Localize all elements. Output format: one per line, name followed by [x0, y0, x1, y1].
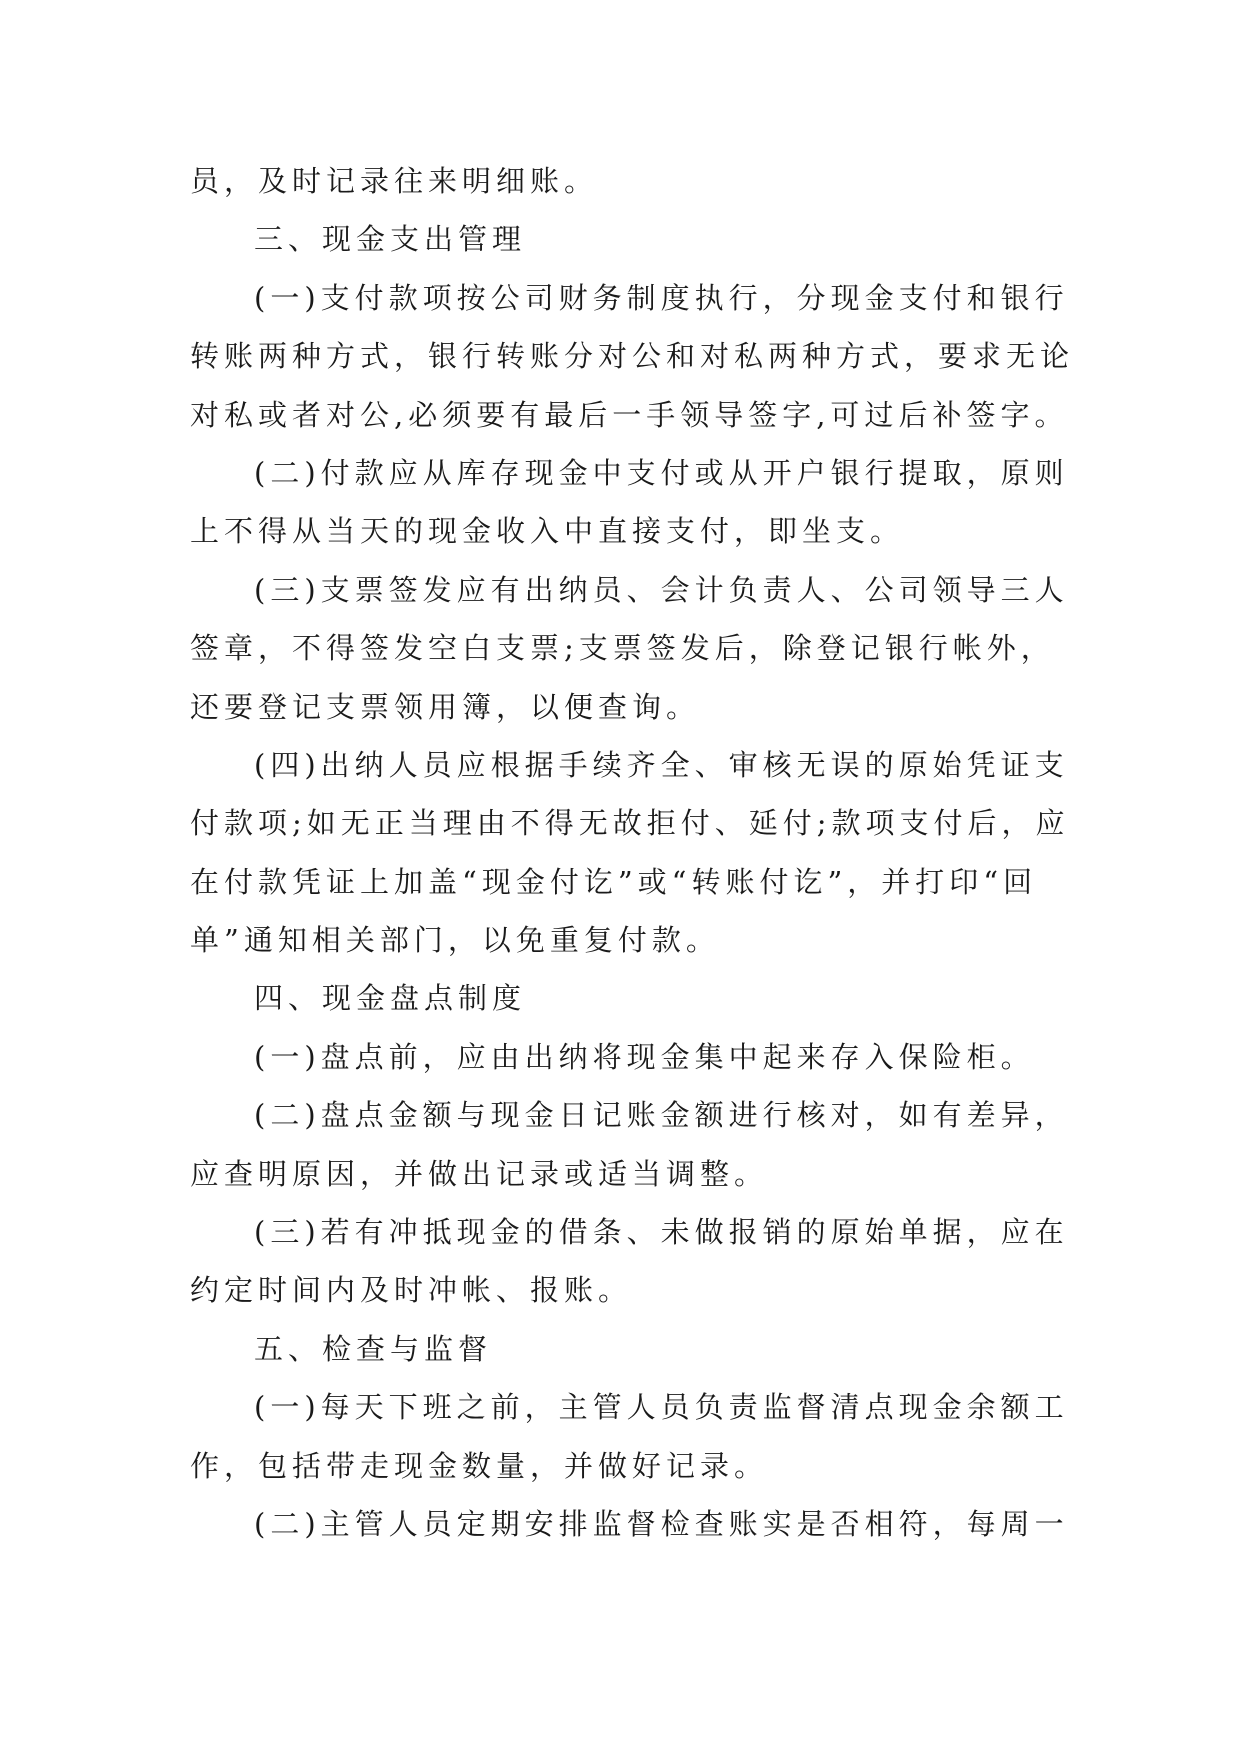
text-line: 上不得从当天的现金收入中直接支付，即坐支。 [190, 514, 905, 549]
paragraph-start-line: (四)出纳人员应根据手续齐全、审核无误的原始凭证支 [254, 747, 1069, 782]
paragraph-start-line: (一)支付款项按公司财务制度执行，分现金支付和银行 [254, 280, 1069, 315]
section-heading: 五、检查与监督 [254, 1331, 493, 1366]
section-heading: 四、现金盘点制度 [254, 981, 527, 1016]
text-line: 作，包括带走现金数量，并做好记录。 [190, 1448, 769, 1483]
paragraph-start-line: (三)支票签发应有出纳员、会计负责人、公司领导三人 [254, 572, 1069, 607]
section-heading: 三、现金支出管理 [254, 222, 527, 257]
paragraph-start-line: (二)付款应从库存现金中支付或从开户银行提取，原则 [254, 455, 1069, 490]
paragraph-start-line: (二)盘点金额与现金日记账金额进行核对，如有差异， [254, 1098, 1069, 1133]
text-line: 单”通知相关部门，以免重复付款。 [190, 923, 720, 958]
text-line: 应查明原因，并做出记录或适当调整。 [190, 1156, 769, 1191]
text-line: 签章，不得签发空白支票;支票签发后，除登记银行帐外， [190, 631, 1055, 666]
paragraph-start-line: (一)盘点前，应由出纳将现金集中起来存入保险柜。 [254, 1039, 1035, 1074]
text-line: 员，及时记录往来明细账。 [190, 164, 599, 198]
text-line: 付款项;如无正当理由不得无故拒付、延付;款项支付后，应 [190, 806, 1070, 841]
paragraph-start-line: (三)若有冲抵现金的借条、未做报销的原始单据，应在 [254, 1215, 1069, 1250]
text-line: 对私或者对公,必须要有最后一手领导签字,可过后补签字。 [190, 397, 1069, 432]
text-line: 还要登记支票领用簿，以便查询。 [190, 689, 701, 724]
text-line: 约定时间内及时冲帐、报账。 [190, 1273, 633, 1308]
paragraph-start-line: (一)每天下班之前，主管人员负责监督清点现金余额工 [254, 1390, 1069, 1425]
text-line: 在付款凭证上加盖“现金付讫”或“转账付讫”，并打印“回 [190, 864, 1038, 899]
text-line: 转账两种方式，银行转账分对公和对私两种方式，要求无论 [190, 339, 1075, 374]
document-body [190, 152, 1075, 1553]
paragraph-start-line: (二)主管人员定期安排监督检查账实是否相符，每周一 [254, 1506, 1069, 1541]
